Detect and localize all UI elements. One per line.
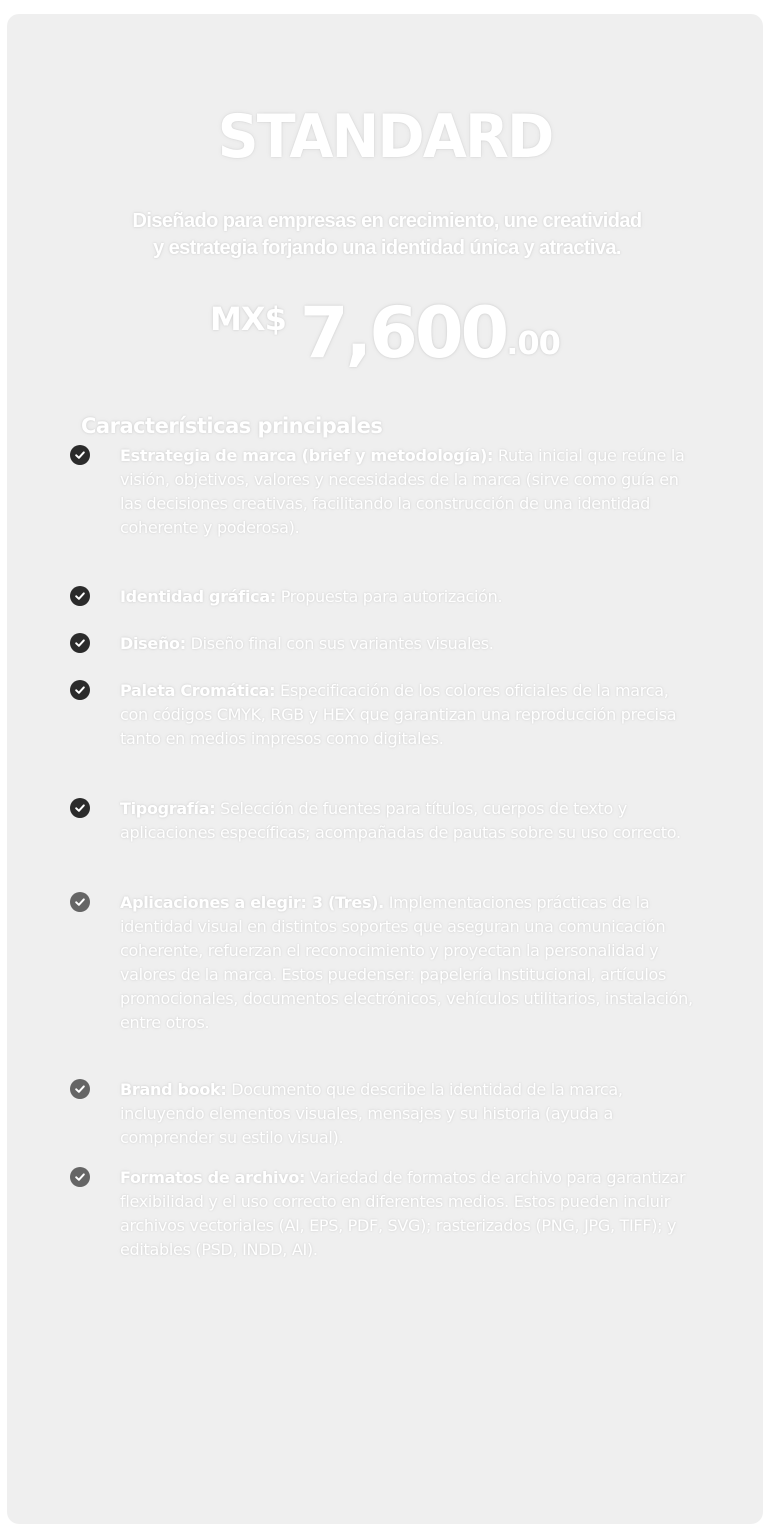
plan-description: Diseñado para empresas en crecimiento, une creatividad y estrategia forjando una identidad única y atractiva. xyxy=(132,210,642,259)
feature-description: Propuesta para autorización. xyxy=(275,587,503,606)
feature-description: Especificación de los colores oficiales de la marca, con códigos CMYK, RGB y HEX que garantizan una reproducción precisa tanto en medios impresos como digitales. xyxy=(120,681,677,748)
feature-description: Documento que describe la identidad de la marca, incluyendo elementos visuales, mensajes y su historia (ayuda a comprender su estilo visual). xyxy=(120,1080,623,1147)
features-heading: Características principales xyxy=(81,414,383,438)
feature-label: Estrategia de marca (brief y metodología): xyxy=(120,446,494,465)
feature-text xyxy=(120,632,695,656)
check-circle-icon xyxy=(70,445,90,465)
check-circle-icon xyxy=(70,798,90,818)
feature-description: Implementaciones prácticas de la identidad visual en distintos soportes que aseguran una comunicación coherente, refuerzan el reconocimiento y proyectan la personalidad y valores de la marca. Estos puedenser: papelería Institucional, artículos promocionales, documentos electrónicos, vehículos utilitarios, instalación, entre otros. xyxy=(120,893,693,1032)
feature-text xyxy=(120,585,695,609)
plan-price xyxy=(7,292,763,374)
price-amount: 7,600 xyxy=(299,292,507,374)
feature-description: Diseño final con sus variantes visuales. xyxy=(185,634,494,653)
plan-title: STANDARD xyxy=(217,102,553,172)
price-cents: .00 xyxy=(506,324,560,362)
feature-text xyxy=(120,679,695,751)
price-currency: MX$ xyxy=(210,300,286,338)
feature-text xyxy=(120,444,695,540)
check-circle-icon xyxy=(70,892,90,912)
feature-label: Diseño: xyxy=(120,634,186,653)
feature-text xyxy=(120,1078,695,1150)
feature-text xyxy=(120,797,695,845)
check-circle-icon xyxy=(70,1079,90,1099)
check-circle-icon xyxy=(70,633,90,653)
check-circle-icon xyxy=(70,680,90,700)
check-circle-icon xyxy=(70,586,90,606)
feature-label: Paleta Cromática: xyxy=(120,681,276,700)
feature-text xyxy=(120,1166,695,1262)
feature-label: Tipografía: xyxy=(120,799,216,818)
feature-text xyxy=(120,891,695,1035)
feature-label: Formatos de archivo: xyxy=(120,1168,306,1187)
feature-description: Ruta inicial que reúne la visión, objetivos, valores y necesidades de la marca (sirve como guía en las decisiones creativas, facilitando la construcción de una identidad coherente y poderosa). xyxy=(120,446,685,537)
feature-label: Brand book: xyxy=(120,1080,227,1099)
feature-label: Aplicaciones a elegir: 3 (Tres). xyxy=(120,893,384,912)
feature-description: Variedad de formatos de archivo para garantizar flexibilidad y el uso correcto en diferentes medios. Estos pueden incluir archivos vectoriales (AI, EPS, PDF, SVG); rasterizados (PNG, JPG, TIFF); y editables (PSD, INDD, AI). xyxy=(120,1168,686,1259)
pricing-card xyxy=(7,14,763,1524)
feature-description: Selección de fuentes para títulos, cuerpos de texto y aplicaciones específicas; acompañadas de pautas sobre su uso correcto. xyxy=(120,799,681,842)
feature-label: Identidad gráfica: xyxy=(120,587,276,606)
check-circle-icon xyxy=(70,1167,90,1187)
